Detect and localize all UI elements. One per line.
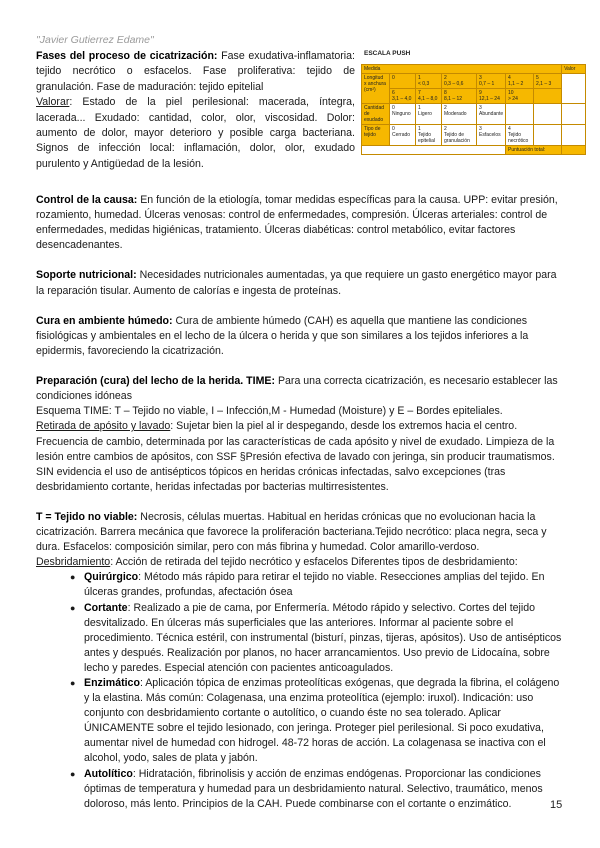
push-cell: 0 Cerrado — [390, 125, 416, 146]
desb-label: Desbridamiento — [36, 556, 111, 569]
push-cell — [362, 146, 506, 155]
push-cell — [534, 125, 562, 146]
section-soporte — [36, 268, 562, 298]
push-value-cell — [562, 125, 586, 146]
push-cell: 1 < 0,3 — [416, 74, 442, 89]
table-row — [362, 74, 586, 89]
push-label-tissue: Tipo de tejido — [362, 125, 390, 146]
push-cell — [534, 104, 562, 125]
push-label-exudate: Cantidad de exudado — [362, 104, 390, 125]
push-cell: 5 2,1 – 3 — [534, 74, 562, 89]
desb-text: : Acción de retirada del tejido necrótico y esfacelos Diferentes tipos de desbridamiento: — [110, 556, 518, 569]
list-item: ● Quirúrgico: Método más rápido para retirar el tejido no viable. Resecciones amplias del tejido. En úlceras grandes, profundas, afectación ósea — [70, 571, 545, 599]
push-cell: 1 Ligero — [416, 104, 442, 125]
push-cell: 10 > 24 — [506, 89, 534, 104]
push-scale-figure — [361, 48, 585, 186]
push-cell: 2 Moderado — [442, 104, 477, 125]
push-scale-title: ESCALA PUSH — [364, 50, 411, 57]
prep-text: Para una correcta cicatrización, es necesario establecer las condiciones idóneas — [36, 375, 558, 403]
table-row — [362, 146, 586, 155]
valorar-text: : Estado de la piel perilesional: macerada, íntegra, lacerada... Exudado: cantidad, color, olor, viscosidad. Dolor: aumento de dolor, mayor deterioro y posible carga bacteriana. Signos de infección local: inflamación, dolor, olor, exudado purulento y Antigüedad de la lesión. — [36, 96, 355, 170]
table-row — [362, 65, 586, 74]
push-header-label: Medida — [362, 65, 562, 74]
bullet-icon: ● — [70, 678, 76, 688]
table-row — [362, 104, 586, 125]
push-cell: 6 3,1 – 4,0 — [390, 89, 416, 104]
push-total-value — [562, 146, 586, 155]
section-cah — [36, 314, 562, 359]
table-row — [362, 89, 586, 104]
main-text — [36, 193, 562, 827]
bullet-icon: ● — [70, 602, 76, 613]
push-cell: 3 Abundante — [477, 104, 506, 125]
control-title: Control de la causa: — [36, 194, 138, 206]
push-scale-table — [361, 64, 586, 155]
soporte-text: Necesidades nutricionales aumentadas, ya que requiere un gasto energético mayor para la reparación tisular. Aumento de calorías e ingesta de proteínas. — [36, 269, 557, 297]
push-cell: 2 Tejido de granulación — [442, 125, 477, 146]
push-cell: 0 Ninguno — [390, 104, 416, 125]
push-cell — [534, 89, 562, 104]
push-cell: 3 Esfacelos — [477, 125, 506, 146]
push-cell: 4 Tejido necrótico — [506, 125, 534, 146]
phases-paragraph — [36, 49, 355, 95]
valorar-label: Valorar — [36, 96, 70, 109]
push-cell: 7 4,1 – 8,0 — [416, 89, 442, 104]
table-row — [362, 125, 586, 146]
valorar-paragraph — [36, 95, 355, 172]
intro-block — [36, 49, 355, 172]
control-text: En función de la etiología, tomar medidas específicas para la causa. UPP: evitar presión, rozamiento, humedad. Úlceras venosas: control de enfermedades, compresión. Úlceras arteriales: control de enfermedades, medidas higiénicas, tratamiento. Úlceras diabéticas: control metabólico, evitar factores desencadenantes. — [36, 194, 558, 252]
list-item: ● Autolítico: Hidratación, fibrinolisis y acción de enzimas endógenas. Proporcionar las condiciones óptimas de temperatura y humedad para un desbridamiento natural. Selectivo, traumático, menos doloroso, más lento. Principios de la CAH. Puede combinarse con el cortante o enzimático. — [70, 767, 543, 810]
list-item: ● Cortante: Realizado a pie de cama, por Enfermería. Método rápido y selectivo. Cortes del tejido desvitalizado. En úlceras más superficiales que las anteriores. Informar al paciente sobre el procedimiento. Técnica estéril, con instrumental (bisturí, pinzas, tijeras, apósitos). Uso de antisépticos antes y después. Realización por planos, no hacer arrancamientos. Uso previo de Lidocaína, sobre lecho y paredes. Especial atención con pacientes anticoagulados. — [70, 601, 562, 674]
push-label-size: Longitud x anchura (cm²) — [362, 74, 390, 104]
author-header: "Javier Gutierrez Edame" — [36, 34, 154, 46]
push-cell: 0 — [390, 74, 416, 89]
push-header-value: Valor — [562, 65, 586, 74]
soporte-title: Soporte nutricional: — [36, 269, 137, 282]
debridement-list — [36, 570, 562, 812]
cah-title: Cura en ambiente húmedo: — [36, 314, 173, 327]
retirada-label: Retirada de apósito y lavado — [36, 420, 171, 433]
t-title: T = Tejido no viable: — [36, 510, 138, 523]
bullet-icon: ● — [70, 572, 76, 583]
esquema-text: Esquema TIME: T – Tejido no viable, I – Infección,M - Humedad (Moisture) y E – Bordes epiteliales. — [36, 405, 503, 418]
cah-text: Cura de ambiente húmedo (CAH) es aquella que mantiene las condiciones fisiológicas y ambientales en el lecho de la úlcera o herida y que son similares a los tejidos inferiores a la epidermis, favoreciendo la cicatrización. — [36, 314, 529, 357]
list-item: ● Enzimático: Aplicación tópica de enzimas proteolíticas exógenas, que degrada la fibrina, el colágeno y la elastina. Más común: Colagenasa, una enzima proteolítica (ejemplo: iruxol). Indicación: uso conjunto con desbridamiento cortante o autolítico, o cuando éste no sea tolerado. Aplicar ÚNICAMENTE sobre el tejido lesionado, con jeringa. Proteger piel perilesional. Si poco exudativa, aumentar nivel de humedad con hidrogel. 48-72 horas de acción. La colagenasa se inactiva con el alcohol, yodo, sales de plata y jabón. — [70, 677, 560, 765]
push-cell — [506, 104, 534, 125]
prep-title: Preparación (cura) del lecho de la herida. TIME: — [36, 375, 276, 388]
page-number: 15 — [550, 799, 563, 811]
push-cell: 3 0,7 – 1 — [477, 74, 506, 89]
push-cell: 8 8,1 – 12 — [442, 89, 477, 104]
phases-text: Fase exudativa-inflamatoria: tejido necrótico o esfacelos. Fase proliferativa: tejido de granulación. Fase de maduración: tejido epitelial — [36, 50, 355, 93]
push-cell: 1 Tejido epitelial — [416, 125, 442, 146]
push-value-cell — [562, 74, 586, 104]
push-value-cell — [562, 104, 586, 125]
section-control — [36, 193, 562, 253]
section-tejido — [36, 510, 562, 812]
push-cell: 2 0,3 – 0,6 — [442, 74, 477, 89]
t-text: Necrosis, células muertas. Habitual en heridas crónicas que no evolucionan hacia la cicatrización. Barrera mecánica que favorece la proliferación bacteriana.Tejido necrótico: placa negra, seca y dura. Esfacelos: composición similar, pero con más fibrina y humedad. Color amarillo-verdoso. — [36, 510, 547, 554]
phases-title: Fases del proceso de cicatrización: — [36, 50, 218, 62]
bullet-icon: ● — [70, 768, 76, 779]
push-cell: 9 12,1 – 24 — [477, 89, 506, 104]
retirada-text: : Sujetar bien la piel al ir despegando, desde los extremos hacia el centro. Frecuencia de cambio, determinada por las características de cada apósito y nivel de exudado. Limpieza de la lesión entre cambios de apósitos, con SSF §Presión efectiva de lavado con jeringa, sin producir traumatismos. SIN evidencia el uso de antisépticos tópicos en heridas crónicas infectadas, salvo excepciones (tras desbridamiento cortante, heridas infectadas por bacterias multirresistentes. — [36, 420, 555, 493]
push-cell: 4 1,1 – 2 — [506, 74, 534, 89]
push-total-label: Puntuación total: — [506, 146, 562, 155]
section-time — [36, 374, 562, 495]
